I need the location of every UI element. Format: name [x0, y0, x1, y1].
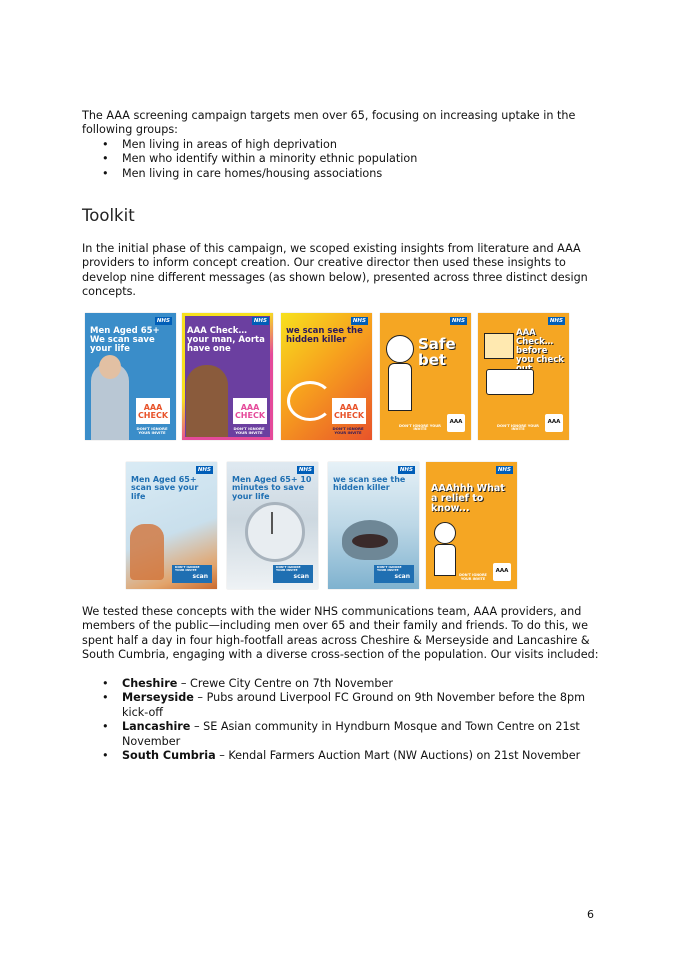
nhs-logo: NHS	[352, 318, 366, 324]
poster-headline: Men Aged 65+ 10 minutes to save your life	[232, 475, 312, 501]
visit-place: Cheshire	[122, 677, 178, 690]
cartoon-body	[434, 544, 456, 576]
target-groups-list	[82, 138, 417, 181]
poster-headline: Men Aged 65+ We scan save your life	[90, 326, 160, 354]
poster-footer: DON'T IGNORE YOUR INVITE	[175, 565, 200, 572]
nhs-logo: NHS	[298, 467, 312, 473]
list-item	[82, 720, 602, 749]
poster-safe-bet	[380, 313, 471, 440]
poster-men-aged-65-scan-save	[126, 462, 217, 589]
poster-we-scan-see-hidden-killer	[281, 313, 372, 440]
poster-photo-couple	[186, 365, 228, 437]
poster-headline: AAAhhh What a relief to know...	[431, 483, 505, 514]
scan-badge: scan	[374, 565, 414, 583]
poster-headline: Safe bet	[418, 335, 456, 369]
nhs-logo: NHS	[451, 318, 465, 324]
cartoon-xray	[484, 333, 514, 359]
poster-men-aged-65-we-scan	[85, 313, 176, 440]
nhs-logo: NHS	[497, 467, 511, 473]
aaa-check-badge: AAA CHECK	[332, 398, 366, 424]
nhs-logo: NHS	[197, 467, 211, 473]
testing-paragraph: We tested these concepts with the wider NHS communications team, AAA providers, and members of the public—including men over 65 and their family and friends. To do this, we spent half a day in four high-footfall areas across Cheshire & Merseyside and Lancashire & South Cumbria, engaging with a diverse cross-section of the population. Our visits included:	[82, 605, 599, 662]
poster-footer: DON'T IGNORE YOUR INVITE	[497, 423, 539, 432]
toolkit-paragraph: In the initial phase of this campaign, we scoped existing insights from literature and AAA providers to inform concept creation. Our creative director then used these insights to develop nine different messages (as shown below), presented across three distinct design concepts.	[82, 242, 588, 299]
poster-footer: DON'T IGNORE YOUR INVITE	[233, 426, 265, 436]
nhs-logo: NHS	[156, 318, 170, 324]
poster-headline: we scan see the hidden killer	[286, 326, 363, 345]
cartoon-body	[388, 363, 412, 411]
cartoon-head	[434, 522, 456, 544]
poster-headline: AAA Check… before you check	[516, 328, 564, 365]
poster-photo-runner	[130, 524, 164, 580]
shark-mouth	[352, 534, 388, 548]
poster-headline: AAA Check… your man, Aorta have one	[187, 326, 265, 354]
list-item	[82, 691, 602, 720]
scan-badge: scan	[273, 565, 313, 583]
nhs-logo: NHS	[253, 318, 267, 324]
poster-footer: DON'T IGNORE YOUR INVITE	[459, 573, 487, 581]
poster-aaahhh-what-a-relief	[426, 462, 517, 589]
poster-headline: Men Aged 65+ scan save your life	[131, 475, 199, 501]
list-item: • Men living in care homes/housing associations	[82, 167, 417, 181]
visit-detail: – Pubs around Liverpool FC Ground on 9th November before the 8pm kick-off	[122, 691, 585, 719]
aaa-badge: AAA	[545, 414, 563, 432]
poster-aaa-check-before-you-check-out	[478, 313, 569, 440]
nhs-logo: NHS	[549, 318, 563, 324]
visit-place: Merseyside	[122, 691, 194, 705]
list-item: • Men who identify within a minority ethnic population	[82, 152, 417, 166]
scan-badge: scan	[172, 565, 212, 583]
visit-detail: – SE Asian community in Hyndburn Mosque and Town Centre on 21st November	[122, 720, 580, 748]
aaa-badge: AAA	[447, 414, 465, 432]
cartoon-head	[386, 335, 414, 363]
nhs-logo: NHS	[399, 467, 413, 473]
list-item	[82, 677, 602, 691]
poster-footer: DON'T IGNORE YOUR INVITE	[332, 426, 364, 436]
poster-we-scan-see-hidden-killer-shark	[328, 462, 419, 589]
poster-footer: DON'T IGNORE YOUR INVITE	[276, 565, 301, 572]
poster-headline: we scan see the hidden killer	[333, 475, 406, 493]
list-item	[82, 749, 602, 763]
poster-footer: DON'T IGNORE YOUR INVITE	[377, 565, 402, 572]
page-number: 6	[587, 908, 594, 921]
clock-hand	[271, 512, 273, 534]
toolkit-heading: Toolkit	[82, 206, 135, 225]
poster-10-minutes-to-save-your-life	[227, 462, 318, 589]
visit-place: Lancashire	[122, 720, 191, 734]
aaa-badge: AAA	[493, 563, 511, 581]
poster-aaa-check-your-man	[182, 313, 273, 440]
poster-footer: DON'T IGNORE YOUR INVITE	[136, 426, 168, 436]
aaa-check-badge: AAA CHECK	[233, 398, 267, 424]
cartoon-bed	[486, 369, 534, 395]
poster-scanner-cable	[287, 381, 333, 421]
poster-footer: DON'T IGNORE YOUR INVITE	[399, 423, 441, 432]
visit-detail: – Crewe City Centre on 7th November	[177, 677, 393, 690]
intro-paragraph: The AAA screening campaign targets men over 65, focusing on increasing uptake in the following groups:	[82, 109, 576, 137]
visit-detail: – Kendal Farmers Auction Mart (NW Auctions) on 21st November	[215, 749, 581, 763]
visit-place: South Cumbria	[122, 749, 216, 763]
poster-photo-face	[99, 355, 121, 379]
aaa-check-badge: AAA CHECK	[136, 398, 170, 424]
visits-list	[82, 677, 602, 763]
list-item: • Men living in areas of high deprivation	[82, 138, 417, 152]
poster-clock	[245, 502, 305, 562]
